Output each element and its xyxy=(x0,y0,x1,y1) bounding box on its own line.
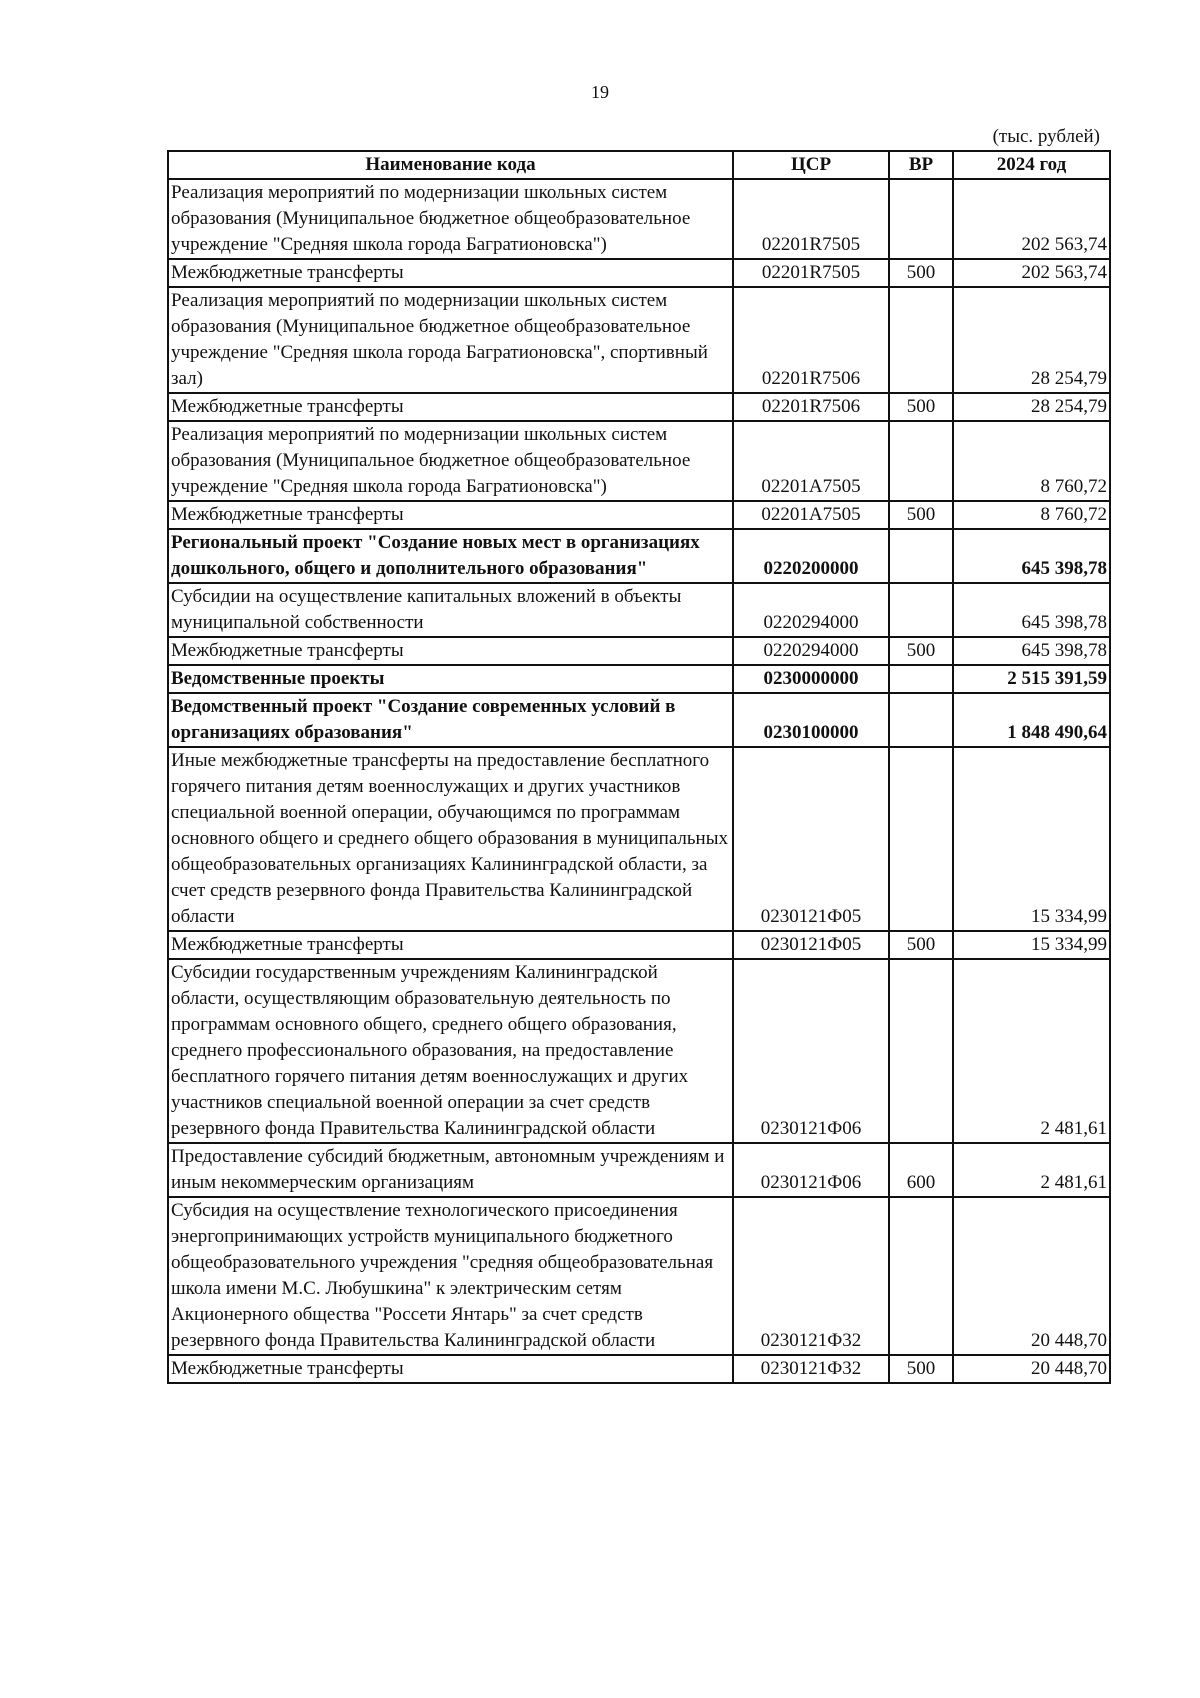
row-vr xyxy=(889,959,953,1143)
row-amount: 202 563,74 xyxy=(953,259,1110,287)
table-row xyxy=(168,637,1110,665)
table-row xyxy=(168,747,1110,931)
row-name: Межбюджетные трансферты xyxy=(168,637,733,665)
table-row xyxy=(168,259,1110,287)
row-vr: 500 xyxy=(889,637,953,665)
row-amount: 20 448,70 xyxy=(953,1355,1110,1383)
row-vr: 500 xyxy=(889,501,953,529)
row-name: Межбюджетные трансферты xyxy=(168,259,733,287)
row-csr: 0220200000 xyxy=(733,529,889,583)
row-vr: 500 xyxy=(889,259,953,287)
row-csr: 02201R7505 xyxy=(733,179,889,259)
row-amount: 15 334,99 xyxy=(953,931,1110,959)
table-body xyxy=(168,179,1110,1383)
row-vr xyxy=(889,693,953,747)
table-header-row xyxy=(168,151,1110,179)
row-vr: 500 xyxy=(889,1355,953,1383)
row-amount: 1 848 490,64 xyxy=(953,693,1110,747)
row-amount: 8 760,72 xyxy=(953,501,1110,529)
row-amount: 2 481,61 xyxy=(953,1143,1110,1197)
row-csr: 0230121Ф05 xyxy=(733,931,889,959)
row-csr: 0230121Ф32 xyxy=(733,1355,889,1383)
row-csr: 0220294000 xyxy=(733,583,889,637)
row-name: Субсидии государственным учреждениям Калининградской области, осуществляющим образовательную деятельность по программам основного общего, среднего общего образования, среднего профессионального образования, на предоставление бесплатного горячего питания детям военнослужащих и других участников специальной военной операции за счет средств резервного фонда Правительства Калининградской области xyxy=(168,959,733,1143)
row-vr: 600 xyxy=(889,1143,953,1197)
table-row xyxy=(168,959,1110,1143)
row-csr: 0230121Ф06 xyxy=(733,1143,889,1197)
units-label: (тыс. рублей) xyxy=(992,126,1100,147)
table-row xyxy=(168,287,1110,393)
row-amount: 202 563,74 xyxy=(953,179,1110,259)
row-name: Иные межбюджетные трансферты на предоставление бесплатного горячего питания детям военнослужащих и других участников специальной военной операции, обучающимся по программам основного общего и среднего общего образования в муниципальных общеобразовательных организациях Калининградской области, за счет средств резервного фонда Правительства Калининградской области xyxy=(168,747,733,931)
table-row xyxy=(168,1355,1110,1383)
row-name: Предоставление субсидий бюджетным, автономным учреждениям и иным некоммерческим организациям xyxy=(168,1143,733,1197)
row-name: Субсидии на осуществление капитальных вложений в объекты муниципальной собственности xyxy=(168,583,733,637)
row-csr: 0230121Ф32 xyxy=(733,1197,889,1355)
row-amount: 645 398,78 xyxy=(953,529,1110,583)
row-csr: 0230121Ф06 xyxy=(733,959,889,1143)
header-name: Наименование кода xyxy=(168,151,733,179)
table-row xyxy=(168,583,1110,637)
row-csr: 0220294000 xyxy=(733,637,889,665)
row-amount: 645 398,78 xyxy=(953,637,1110,665)
row-name: Ведомственный проект "Создание современных условий в организациях образования" xyxy=(168,693,733,747)
row-name: Реализация мероприятий по модернизации школьных систем образования (Муниципальное бюджетное общеобразовательное учреждение "Средняя школа города Багратионовска", спортивный зал) xyxy=(168,287,733,393)
row-csr: 0230100000 xyxy=(733,693,889,747)
row-name: Региональный проект "Создание новых мест в организациях дошкольного, общего и дополнительного образования" xyxy=(168,529,733,583)
table-row xyxy=(168,179,1110,259)
table-row xyxy=(168,421,1110,501)
header-vr: ВР xyxy=(889,151,953,179)
row-amount: 15 334,99 xyxy=(953,747,1110,931)
row-amount: 20 448,70 xyxy=(953,1197,1110,1355)
row-vr xyxy=(889,665,953,693)
row-vr xyxy=(889,529,953,583)
row-csr: 0230000000 xyxy=(733,665,889,693)
row-name: Реализация мероприятий по модернизации школьных систем образования (Муниципальное бюджетное общеобразовательное учреждение "Средняя школа города Багратионовска") xyxy=(168,421,733,501)
row-vr: 500 xyxy=(889,393,953,421)
row-name: Межбюджетные трансферты xyxy=(168,1355,733,1383)
row-amount: 2 481,61 xyxy=(953,959,1110,1143)
row-vr xyxy=(889,421,953,501)
row-amount: 28 254,79 xyxy=(953,287,1110,393)
budget-table xyxy=(167,150,1111,1384)
table-row xyxy=(168,1197,1110,1355)
table-row xyxy=(168,1143,1110,1197)
row-csr: 02201R7506 xyxy=(733,393,889,421)
row-name: Межбюджетные трансферты xyxy=(168,501,733,529)
row-vr xyxy=(889,287,953,393)
row-name: Ведомственные проекты xyxy=(168,665,733,693)
table-row xyxy=(168,529,1110,583)
row-amount: 2 515 391,59 xyxy=(953,665,1110,693)
row-csr: 02201R7506 xyxy=(733,287,889,393)
row-amount: 645 398,78 xyxy=(953,583,1110,637)
row-amount: 8 760,72 xyxy=(953,421,1110,501)
header-amount: 2024 год xyxy=(953,151,1110,179)
table-row xyxy=(168,393,1110,421)
table-row xyxy=(168,501,1110,529)
table-row xyxy=(168,931,1110,959)
page-number: 19 xyxy=(591,82,609,102)
row-vr xyxy=(889,179,953,259)
header-csr: ЦСР xyxy=(733,151,889,179)
table-row xyxy=(168,693,1110,747)
row-vr: 500 xyxy=(889,931,953,959)
row-name: Реализация мероприятий по модернизации школьных систем образования (Муниципальное бюджетное общеобразовательное учреждение "Средняя школа города Багратионовска") xyxy=(168,179,733,259)
row-csr: 02201A7505 xyxy=(733,501,889,529)
row-name: Субсидия на осуществление технологического присоединения энергопринимающих устройств муниципального бюджетного общеобразовательного учреждения "средняя общеобразовательная школа имени М.С. Любушкина" к электрическим сетям Акционерного общества "Россети Янтарь" за счет средств резервного фонда Правительства Калининградской области xyxy=(168,1197,733,1355)
row-name: Межбюджетные трансферты xyxy=(168,931,733,959)
table-row xyxy=(168,665,1110,693)
row-amount: 28 254,79 xyxy=(953,393,1110,421)
row-vr xyxy=(889,583,953,637)
row-csr: 02201A7505 xyxy=(733,421,889,501)
row-name: Межбюджетные трансферты xyxy=(168,393,733,421)
row-csr: 0230121Ф05 xyxy=(733,747,889,931)
row-csr: 02201R7505 xyxy=(733,259,889,287)
row-vr xyxy=(889,1197,953,1355)
row-vr xyxy=(889,747,953,931)
